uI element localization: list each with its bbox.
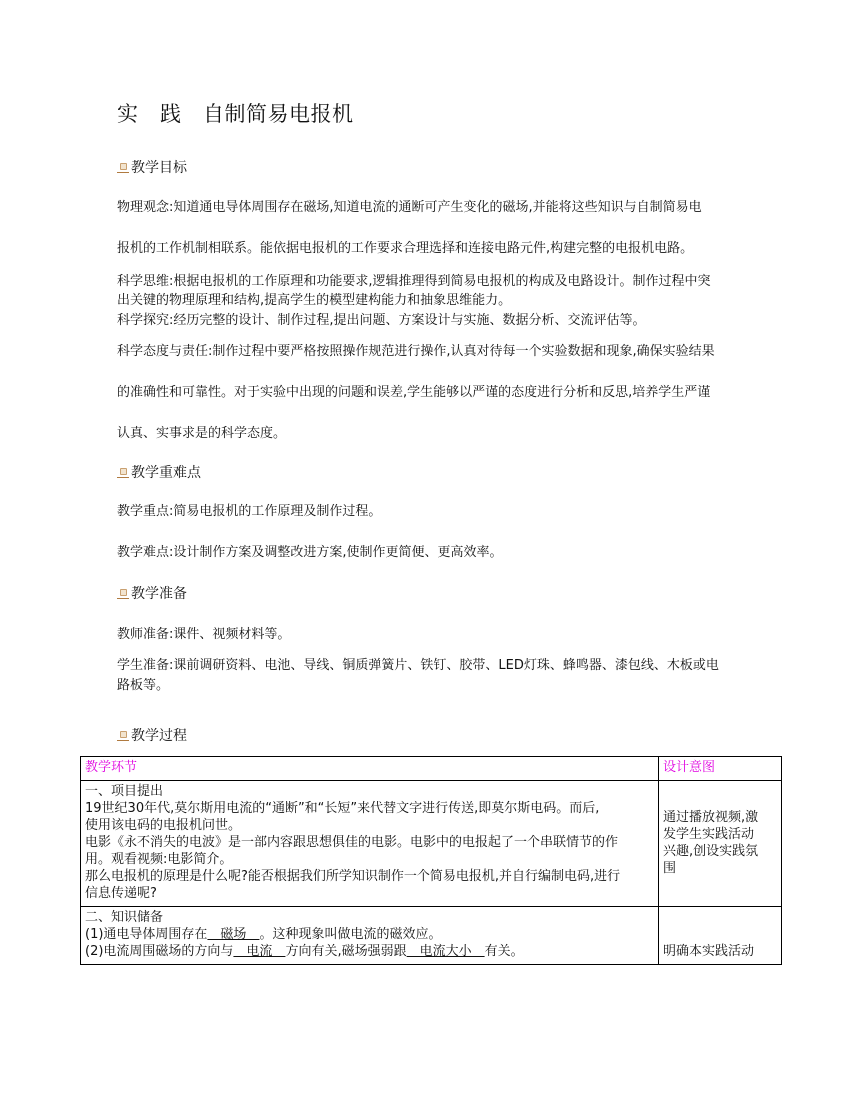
row1-line: 一、项目提出 [85,784,164,799]
goals-line-6: 科学态度与责任:制作过程中要严格按照操作规范进行操作,认真对待每一个实验数据和现象,确保实验结果 [117,344,715,359]
goals-line-8: 认真、实事求是的科学态度。 [117,426,287,441]
table-row [81,781,782,907]
row2-line-1-pre: (1)通电导体周围存在 [85,927,208,942]
section-heading-process [117,725,187,745]
section-heading-preparation-label: 教学准备 [131,586,187,602]
row1-intent-line: 发学生实践活动 [663,826,755,842]
image-placeholder-icon [117,467,129,478]
row2-line-1-post: 。这种现象叫做电流的磁效应。 [259,927,442,942]
row1-line: 使用该电码的电报机问世。 [85,818,242,833]
row2-line-2-pre: (2)电流周围磁场的方向与 [85,944,234,959]
image-placeholder-icon [117,162,129,173]
image-placeholder-icon [117,730,129,741]
process-table [80,756,782,965]
row1-line: 电影《永不消失的电波》是一部内容跟思想俱佳的电影。电影中的电报起了一个串联情节的作 [85,835,619,850]
teacher-prep-line: 教师准备:课件、视频材料等。 [117,627,291,642]
row1-line: 那么电报机的原理是什么呢?能否根据我们所学知识制作一个简易电报机,并自行编制电码,进行 [85,869,621,884]
header-intent: 设计意图 [659,757,782,781]
row1-line: 19世纪30年代,莫尔斯用电流的“通断”和“长短”来代替文字进行传送,即莫尔斯电码。而后, [85,801,600,816]
row1-content [81,781,659,907]
goals-line-2: 报机的工作机制相联系。能依据电报机的工作要求合理选择和连接电路元件,构建完整的电报机电路。 [117,241,694,256]
student-prep-line-2: 路板等。 [117,678,170,693]
section-heading-goals [117,157,187,177]
section-heading-key-points-label: 教学重难点 [131,465,201,481]
row2-line-2-post: 有关。 [484,944,524,959]
student-prep-line-1: 学生准备:课前调研资料、电池、导线、铜质弹簧片、铁钉、胶带、LED灯珠、蜂鸣器、漆包线、木板或电 [117,658,719,673]
table-row [81,907,782,965]
row2-intent [659,907,782,965]
header-stage: 教学环节 [81,757,659,781]
row1-intent [659,781,782,907]
row2-line-1 [85,926,654,943]
key-point-line: 教学重点:简易电报机的工作原理及制作过程。 [117,504,382,519]
section-heading-goals-label: 教学目标 [131,160,187,176]
row2-line-2-mid: 方向有关,磁场强弱跟 [285,944,407,959]
difficult-point-line: 教学难点:设计制作方案及调整改进方案,使制作更简便、更高效率。 [117,545,503,560]
table-header-row [81,757,782,781]
section-heading-key-points [117,462,201,482]
row2-heading: 二、知识储备 [85,910,164,925]
row2-line-1-blank: 磁场 [207,927,260,942]
row1-intent-line: 围 [663,860,677,876]
row2-line-2-blank-1: 电流 [233,944,286,959]
row1-line: 用。观看视频:电影简介。 [85,852,233,867]
row2-line-2 [85,943,654,960]
goals-line-4: 出关键的物理原理和结构,提高学生的模型建构能力和抽象思维能力。 [117,293,512,308]
row2-intent-line: 明确本实践活动 [663,944,755,959]
row1-intent-line: 通过播放视频,激 [663,809,759,825]
row1-line: 信息传递呢? [85,886,157,901]
row2-content [81,907,659,965]
section-heading-process-label: 教学过程 [131,728,187,744]
section-heading-preparation [117,583,187,603]
image-placeholder-icon [117,588,129,599]
page-title: 实 践 自制简易电报机 [117,102,354,126]
goals-line-3: 科学思维:根据电报机的工作原理和功能要求,逻辑推理得到简易电报机的构成及电路设计。制作过程中突 [117,274,711,289]
goals-line-5: 科学探究:经历完整的设计、制作过程,提出问题、方案设计与实施、数据分析、交流评估等。 [117,313,646,328]
goals-line-7: 的准确性和可靠性。对于实验中出现的问题和误差,学生能够以严谨的态度进行分析和反思,培养学生严谨 [117,385,711,400]
row2-line-2-blank-2: 电流大小 [406,944,485,959]
goals-line-1: 物理观念:知道通电导体周围存在磁场,知道电流的通断可产生变化的磁场,并能将这些知识与自制简易电 [117,200,702,215]
row1-intent-line: 兴趣,创设实践氛 [663,843,759,859]
